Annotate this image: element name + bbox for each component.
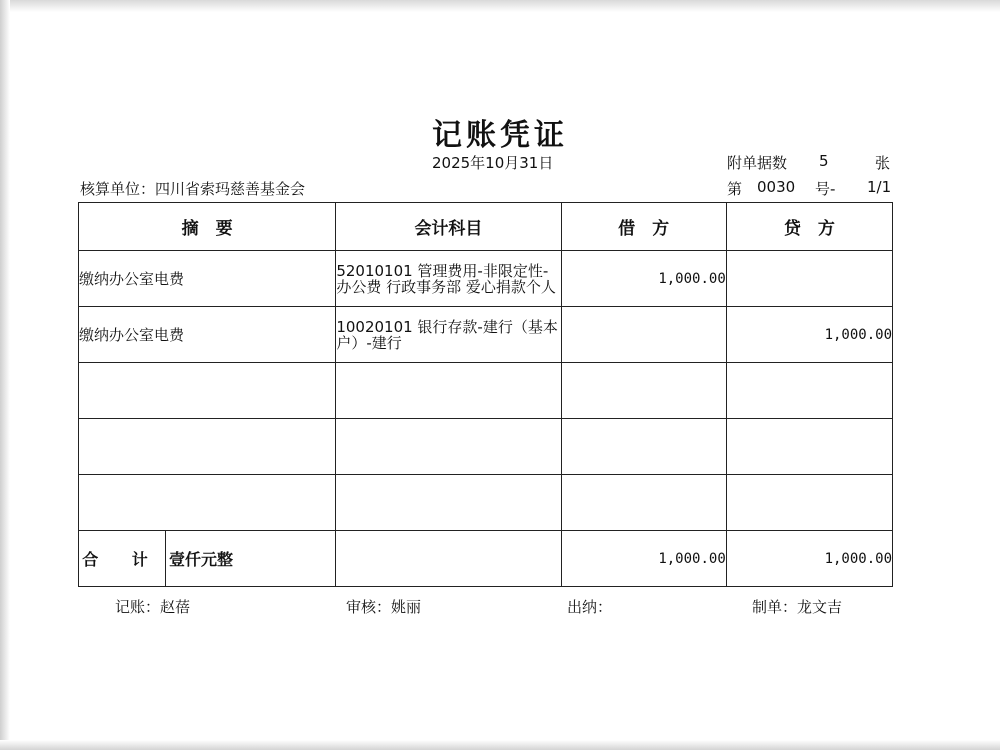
row-debit bbox=[561, 419, 726, 475]
row-debit bbox=[561, 363, 726, 419]
row-account bbox=[336, 363, 561, 419]
row-account bbox=[336, 475, 561, 531]
voucher-title: 记账凭证 bbox=[432, 118, 568, 153]
table-row bbox=[79, 475, 893, 531]
row-credit bbox=[726, 419, 892, 475]
table-row bbox=[79, 363, 893, 419]
header-debit: 借 方 bbox=[561, 203, 726, 251]
header-row bbox=[79, 203, 893, 251]
scan-edge-bottom bbox=[0, 740, 1000, 750]
cashier-signature: 出纳： bbox=[567, 598, 613, 616]
accounting-unit: 核算单位：四川省索玛慈善基金会 bbox=[80, 180, 306, 198]
total-account-empty bbox=[336, 531, 561, 587]
row-account: 10020101 银行存款-建行（基本户）-建行 bbox=[336, 307, 561, 363]
scan-edge-top bbox=[0, 0, 1000, 12]
voucher-number-prefix: 第 bbox=[727, 180, 743, 198]
table-row bbox=[79, 307, 893, 363]
total-amount-words: 壹仟元整 bbox=[169, 550, 234, 569]
total-credit: 1,000.00 bbox=[726, 531, 892, 587]
row-summary: 缴纳办公室电费 bbox=[79, 307, 336, 363]
voucher-number-suffix: 号- bbox=[815, 180, 836, 198]
row-credit bbox=[726, 475, 892, 531]
row-summary bbox=[79, 363, 336, 419]
bookkeeper-signature: 记账：赵蓓 bbox=[115, 598, 191, 616]
row-summary: 缴纳办公室电费 bbox=[79, 251, 336, 307]
preparer-signature: 制单：龙文吉 bbox=[752, 598, 843, 616]
row-credit: 1,000.00 bbox=[726, 307, 892, 363]
attachment-unit: 张 bbox=[875, 154, 891, 172]
voucher-table bbox=[78, 202, 893, 587]
total-label: 合 计 bbox=[79, 531, 166, 586]
row-account: 52010101 管理费用-非限定性-办公费 行政事务部 爱心捐款个人 bbox=[336, 251, 561, 307]
table-row bbox=[79, 251, 893, 307]
voucher-number-value: 0030 bbox=[757, 178, 796, 196]
row-credit bbox=[726, 363, 892, 419]
header-summary: 摘 要 bbox=[79, 203, 336, 251]
attachment-label: 附单据数 bbox=[727, 154, 788, 172]
row-summary bbox=[79, 419, 336, 475]
total-row bbox=[79, 531, 893, 587]
total-debit: 1,000.00 bbox=[561, 531, 726, 587]
row-debit: 1,000.00 bbox=[561, 251, 726, 307]
attachment-number: 5 bbox=[819, 152, 829, 170]
total-cell bbox=[79, 531, 336, 587]
row-credit bbox=[726, 251, 892, 307]
header-account: 会计科目 bbox=[336, 203, 561, 251]
row-account bbox=[336, 419, 561, 475]
row-debit bbox=[561, 307, 726, 363]
row-summary bbox=[79, 475, 336, 531]
reviewer-signature: 审核：姚丽 bbox=[346, 598, 422, 616]
voucher-date: 2025年10月31日 bbox=[432, 154, 554, 172]
table-row bbox=[79, 419, 893, 475]
voucher-page: 1/1 bbox=[867, 178, 892, 196]
row-debit bbox=[561, 475, 726, 531]
header-credit: 贷 方 bbox=[726, 203, 892, 251]
